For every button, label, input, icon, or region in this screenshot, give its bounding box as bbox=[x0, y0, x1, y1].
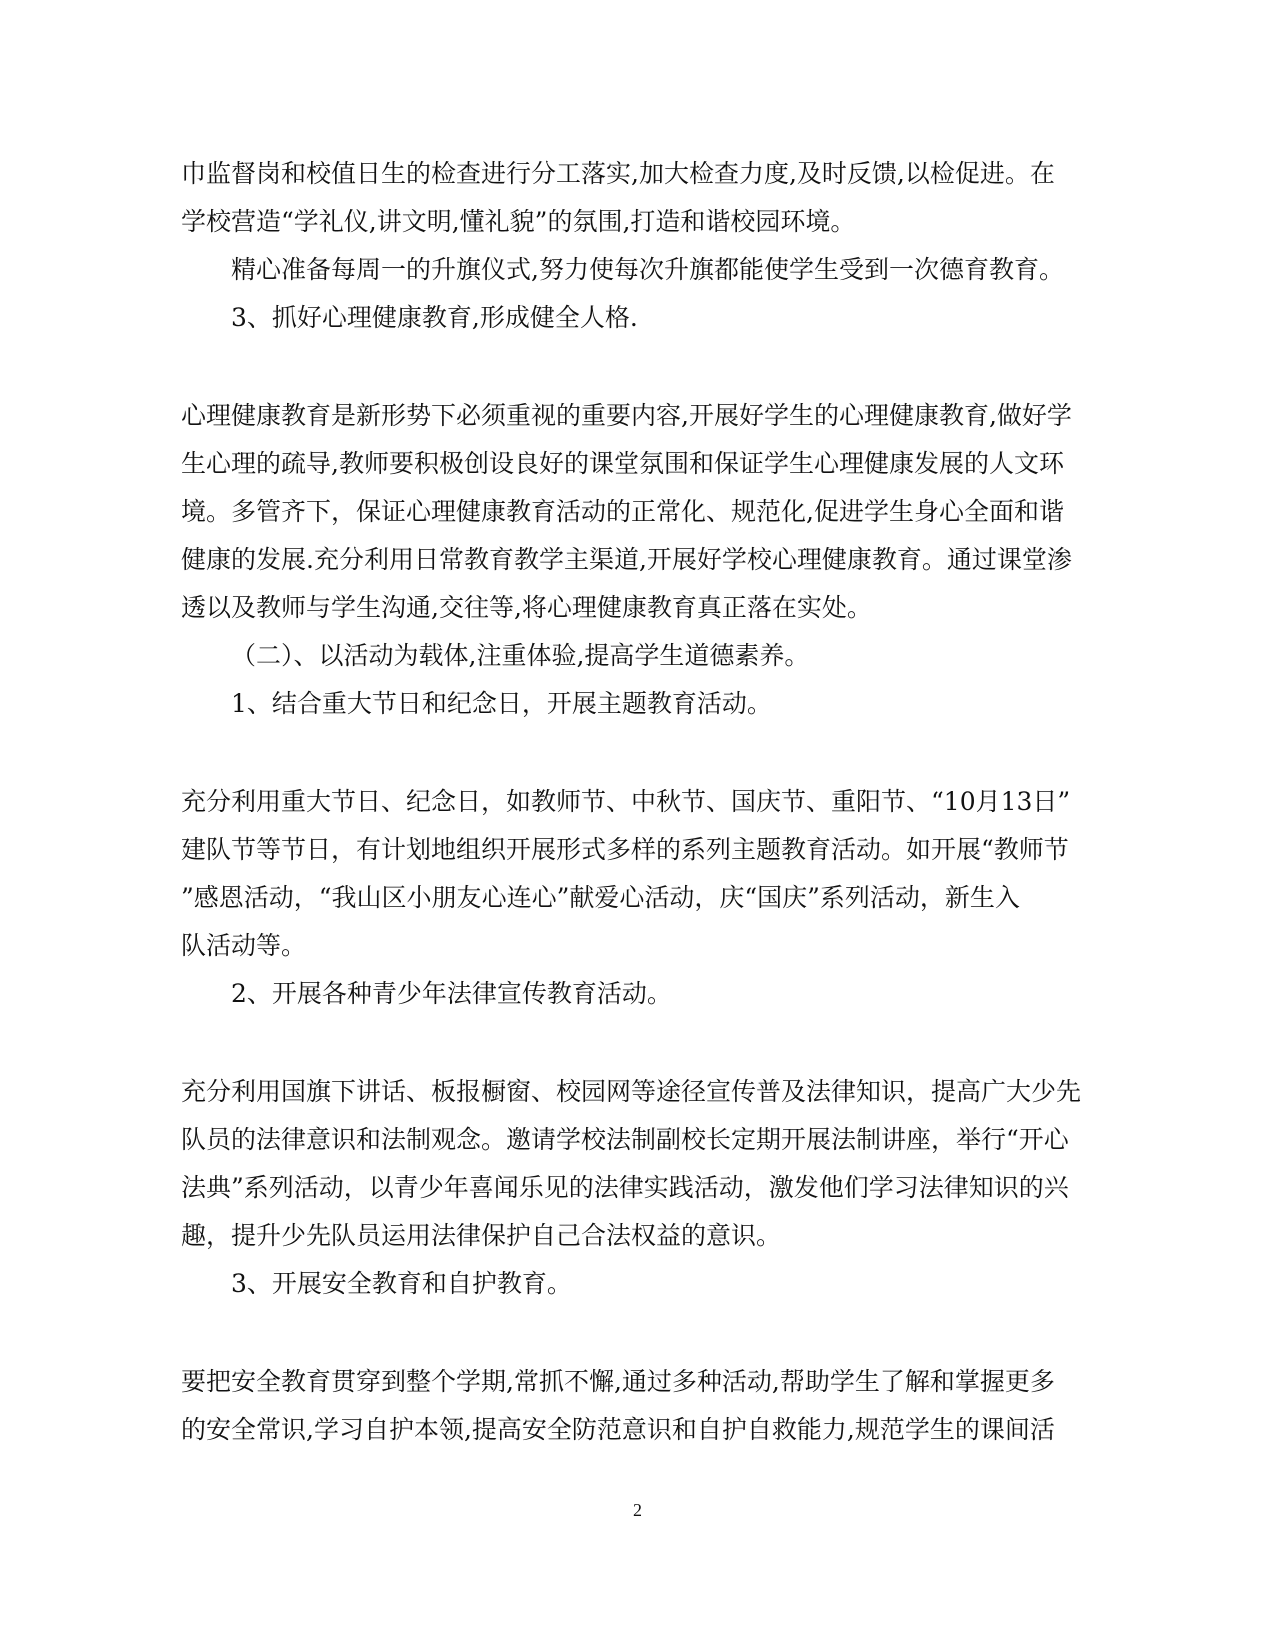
text-line: 趣，提升少先队员运用法律保护自己合法权益的意识。 bbox=[181, 1221, 782, 1250]
text-line: 充分利用重大节日、纪念日，如教师节、中秋节、国庆节、重阳节、“10月13日” bbox=[181, 787, 1071, 816]
text-line: 队员的法律意识和法制观念。邀请学校法制副校长定期开展法制讲座，举行“开心 bbox=[181, 1125, 1069, 1154]
paragraph-gap bbox=[181, 342, 1091, 392]
text-line: 的安全常识,学习自护本领,提高安全防范意识和自护自救能力,规范学生的课间活 bbox=[181, 1415, 1055, 1444]
paragraph-gap bbox=[181, 1308, 1091, 1358]
text-line: 学校营造“学礼仪,讲文明,懂礼貌”的氛围,打造和谐校园环境。 bbox=[181, 207, 856, 236]
document-body bbox=[181, 150, 1091, 1454]
text-line: 队活动等。 bbox=[181, 931, 307, 960]
paragraph-gap bbox=[181, 728, 1091, 778]
text-line: 巾监督岗和校值日生的检查进行分工落实,加大检查力度,及时反馈,以检促进。在 bbox=[181, 159, 1055, 188]
text-line: 心理健康教育是新形势下必须重视的重要内容,开展好学生的心理健康教育,做好学 bbox=[181, 401, 1072, 430]
text-line: 健康的发展.充分利用日常教育教学主渠道,开展好学校心理健康教育。通过课堂渗 bbox=[181, 545, 1072, 574]
section-heading: 1、结合重大节日和纪念日，开展主题教育活动。 bbox=[231, 689, 772, 718]
text-line: 精心准备每周一的升旗仪式,努力使每次升旗都能使学生受到一次德育教育。 bbox=[231, 255, 1064, 284]
text-line: ”感恩活动，“我山区小朋友心连心”献爱心活动，庆“国庆”系列活动，新生入 bbox=[181, 883, 1020, 912]
section-heading: 3、抓好心理健康教育,形成健全人格. bbox=[231, 303, 638, 332]
section-heading: 3、开展安全教育和自护教育。 bbox=[231, 1269, 572, 1298]
text-line: 法典”系列活动，以青少年喜闻乐见的法律实践活动，激发他们学习法律知识的兴 bbox=[181, 1173, 1069, 1202]
text-line: 境。多管齐下，保证心理健康教育活动的正常化、规范化,促进学生身心全面和谐 bbox=[181, 497, 1064, 526]
section-heading: （二）、以活动为载体,注重体验,提高学生道德素养。 bbox=[231, 641, 810, 670]
text-line: 生心理的疏导,教师要积极创设良好的课堂氛围和保证学生心理健康发展的人文环 bbox=[181, 449, 1064, 478]
text-line: 要把安全教育贯穿到整个学期,常抓不懈,通过多种活动,帮助学生了解和掌握更多 bbox=[181, 1367, 1055, 1396]
paragraph-gap bbox=[181, 1018, 1091, 1068]
section-heading: 2、开展各种青少年法律宣传教育活动。 bbox=[231, 979, 672, 1008]
page-number: 2 bbox=[633, 1500, 642, 1520]
text-line: 透以及教师与学生沟通,交往等,将心理健康教育真正落在实处。 bbox=[181, 593, 872, 622]
text-line: 建队节等节日，有计划地组织开展形式多样的系列主题教育活动。如开展“教师节 bbox=[181, 835, 1069, 864]
text-line: 充分利用国旗下讲话、板报橱窗、校园网等途径宣传普及法律知识，提高广大少先 bbox=[181, 1077, 1082, 1106]
